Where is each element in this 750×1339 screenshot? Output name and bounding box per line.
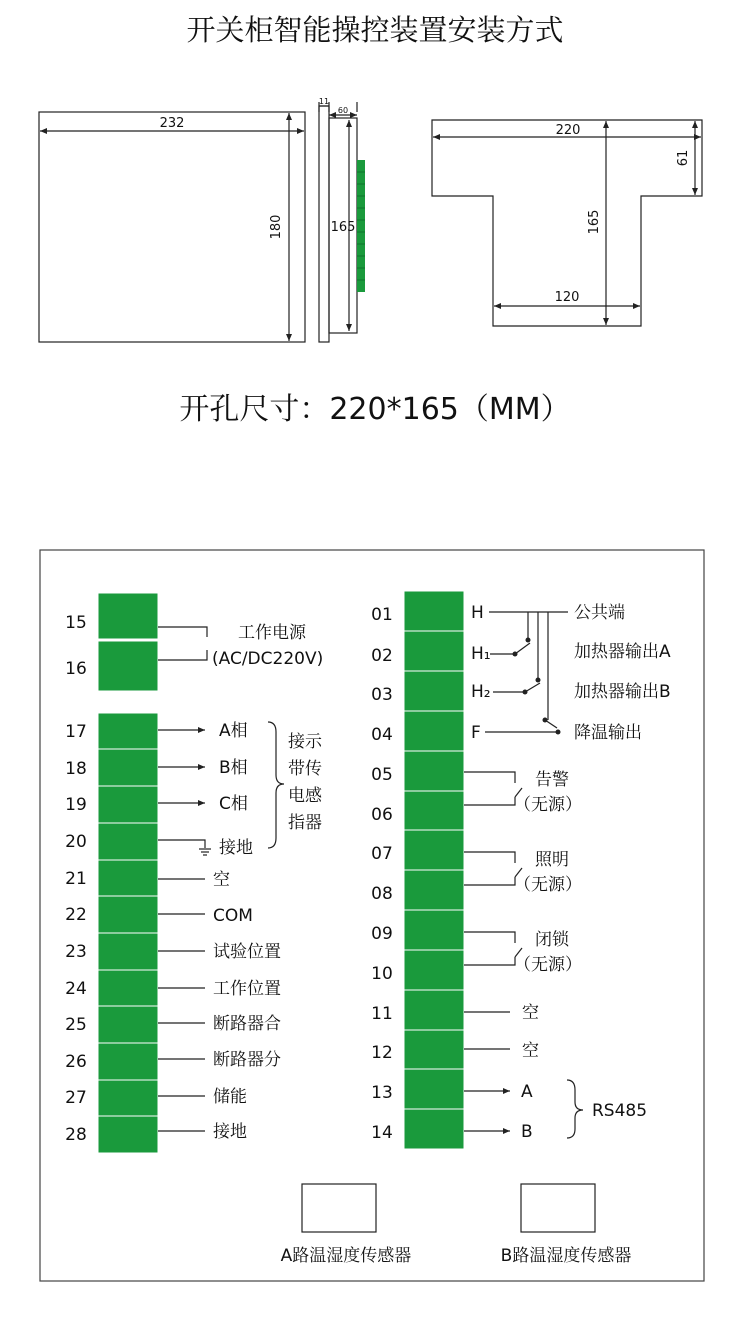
front-width-label: 232 — [159, 116, 185, 131]
lock-label: 闭锁 — [535, 930, 569, 950]
heater-label: 公共端 — [574, 603, 625, 623]
terminal-18 — [98, 749, 158, 786]
rs485-label: RS485 — [592, 1101, 648, 1121]
right-terminal-numbers — [371, 605, 393, 1143]
phase-c-label: C相 — [219, 794, 248, 814]
side-height-label: 165 — [330, 220, 356, 235]
terminal-21 — [98, 860, 158, 896]
terminal-15 — [98, 593, 158, 639]
terminal-label: COM — [213, 906, 253, 926]
terminal-04 — [404, 711, 464, 751]
terminal-05 — [404, 751, 464, 791]
sensor-group-label: 电感 — [288, 786, 322, 806]
light-label: 照明 — [535, 850, 569, 870]
sensor-b-label: B路温湿度传感器 — [500, 1246, 632, 1266]
terminal-03 — [404, 671, 464, 711]
left-terminal-numbers — [65, 613, 87, 1145]
cutout-height-label: 165 — [587, 209, 602, 235]
terminal-label: 储能 — [213, 1087, 247, 1107]
sensor-group-label: 接示 — [288, 732, 322, 752]
terminal-number: 04 — [371, 725, 393, 745]
terminal-number: 18 — [65, 759, 87, 779]
sensor-group-label: 带传 — [288, 759, 322, 779]
terminal-24 — [98, 970, 158, 1006]
side-thickness-label: 11 — [318, 97, 330, 106]
terminal-27 — [98, 1080, 158, 1116]
heater-label: 加热器输出A — [574, 642, 671, 662]
terminal-01 — [404, 591, 464, 631]
terminal-number: 12 — [371, 1043, 393, 1063]
terminal-06 — [404, 791, 464, 830]
terminal-number: 14 — [371, 1123, 393, 1143]
right-terminal-blocks — [404, 591, 464, 1149]
terminal-label: 试验位置 — [213, 942, 281, 962]
terminal-number: 10 — [371, 964, 393, 984]
terminal-number: 25 — [65, 1015, 87, 1035]
empty-12-label: 空 — [522, 1041, 539, 1061]
heater-label: 加热器输出B — [574, 682, 671, 702]
empty-11-label: 空 — [522, 1003, 539, 1023]
terminal-20 — [98, 823, 158, 860]
side-terminal-strip — [357, 160, 365, 292]
terminal-number: 01 — [371, 605, 393, 625]
rs485-a-label: A — [521, 1082, 533, 1102]
terminal-number: 13 — [371, 1083, 393, 1103]
terminal-label: 空 — [213, 870, 230, 890]
terminal-number: 23 — [65, 942, 87, 962]
terminal-number: 15 — [65, 613, 87, 633]
power-label: 工作电源 — [238, 623, 306, 643]
terminal-label: 工作位置 — [213, 979, 281, 999]
terminal-number: 05 — [371, 765, 393, 785]
terminal-09 — [404, 910, 464, 950]
cutout-bottom-width-label: 120 — [554, 290, 580, 305]
lock-note: （无源） — [514, 955, 582, 975]
left-terminal-blocks — [98, 593, 158, 1153]
terminal-number: 21 — [65, 869, 87, 889]
terminal-23 — [98, 933, 158, 970]
pin-h2-label: H₂ — [471, 682, 491, 702]
terminal-10 — [404, 950, 464, 990]
sensor-a-label: A路温湿度传感器 — [280, 1246, 412, 1266]
sensor-b-box — [521, 1184, 595, 1232]
terminal-14 — [404, 1109, 464, 1149]
diagram-title: 开关柜智能操控装置安装方式 — [186, 13, 564, 47]
terminal-25 — [98, 1006, 158, 1043]
terminal-number: 02 — [371, 646, 393, 666]
phase-b-label: B相 — [219, 758, 248, 778]
sensor-a-box — [302, 1184, 376, 1232]
terminal-07 — [404, 830, 464, 870]
terminal-number: 17 — [65, 722, 87, 742]
terminal-number: 28 — [65, 1125, 87, 1145]
terminal-16 — [98, 641, 158, 691]
terminal-label: 断路器分 — [213, 1050, 281, 1070]
cutout-top-width-label: 220 — [555, 123, 581, 138]
sensor-group-label: 指器 — [288, 813, 322, 833]
terminal-28 — [98, 1116, 158, 1153]
terminal-26 — [98, 1043, 158, 1080]
pin-h1-label: H₁ — [471, 644, 491, 664]
phase-a-label: A相 — [219, 721, 248, 741]
terminal-number: 22 — [65, 905, 87, 925]
terminal-label: 接地 — [213, 1122, 247, 1142]
heater-label: 降温输出 — [574, 723, 642, 743]
power-spec-label: (AC/DC220V) — [212, 649, 324, 669]
terminal-13 — [404, 1069, 464, 1109]
terminal-19 — [98, 786, 158, 823]
cutout-tab-label: 61 — [676, 149, 691, 167]
terminal-number: 27 — [65, 1088, 87, 1108]
terminal-11 — [404, 990, 464, 1030]
terminal-label: 断路器合 — [213, 1014, 281, 1034]
terminal-number: 11 — [371, 1004, 393, 1024]
terminal-number: 26 — [65, 1052, 87, 1072]
pin-h-label: H — [471, 603, 484, 623]
pin-f-label: F — [471, 723, 481, 743]
relay-contact-dots — [513, 638, 561, 735]
terminal-number: 20 — [65, 832, 87, 852]
light-note: （无源） — [514, 875, 582, 895]
rs485-b-label: B — [521, 1122, 533, 1142]
terminal-number: 08 — [371, 884, 393, 904]
terminal-number: 24 — [65, 979, 87, 999]
ground-label: 接地 — [219, 838, 253, 858]
alarm-label: 告警 — [535, 770, 569, 790]
terminal-number: 07 — [371, 844, 393, 864]
alarm-note: （无源） — [514, 795, 582, 815]
terminal-08 — [404, 870, 464, 910]
terminal-02 — [404, 631, 464, 671]
terminal-22 — [98, 896, 158, 933]
terminal-number: 19 — [65, 795, 87, 815]
terminal-17 — [98, 713, 158, 749]
heater-relay-wiring — [485, 612, 568, 732]
side-depth-label: 60 — [337, 106, 349, 115]
terminal-12 — [404, 1030, 464, 1069]
terminal-number: 06 — [371, 805, 393, 825]
cutout-dimension-label: 开孔尺寸：220*165（MM） — [179, 392, 571, 427]
front-height-label: 180 — [269, 214, 284, 240]
terminal-number: 09 — [371, 924, 393, 944]
front-view — [39, 112, 305, 342]
terminal-number: 03 — [371, 685, 393, 705]
front-panel-outline — [39, 112, 305, 342]
terminal-number: 16 — [65, 659, 87, 679]
side-bezel — [319, 106, 329, 342]
